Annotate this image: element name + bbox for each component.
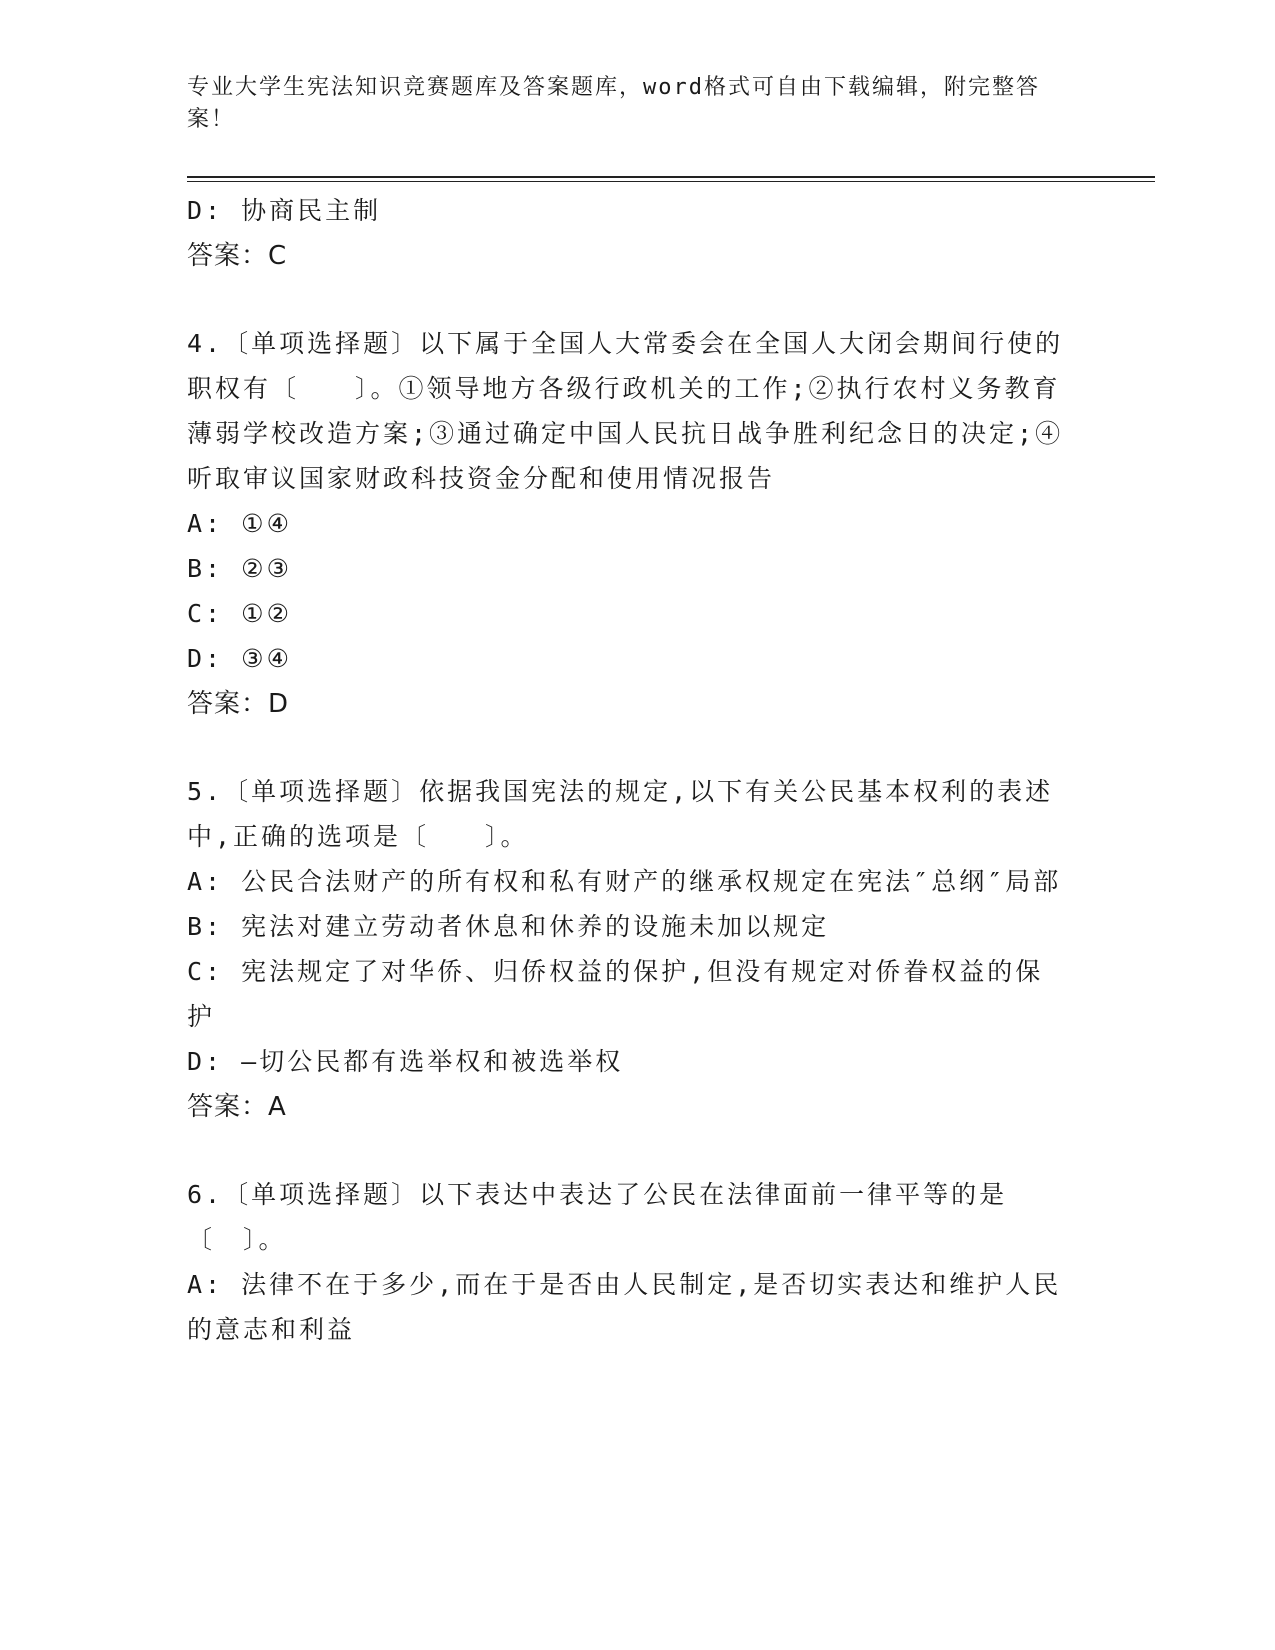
- question-stem: 4.〔单项选择题〕以下属于全国人大常委会在全国人大闭会期间行使的职权有〔 〕。①领导地方各级行政机关的工作;②执行农村义务教育薄弱学校改造方案;③通过确定中国人民抗日战争胜利纪念日的决定;④听取审议国家财政科技资金分配和使用情况报告: [187, 329, 1064, 493]
- spacer: [187, 1130, 1067, 1172]
- question-block-6: [187, 1172, 1067, 1352]
- option-d: D: —切公民都有选举权和被选举权: [187, 1047, 624, 1076]
- header-rule-thick: [187, 176, 1155, 178]
- option-c: C: ①②: [187, 599, 292, 628]
- option-b: B: ②③: [187, 554, 292, 583]
- document-header: 专业大学生宪法知识竞赛题库及答案题库，word格式可自由下载编辑，附完整答案！: [187, 75, 1040, 132]
- option-a: A: ①④: [187, 509, 292, 538]
- answer-line: 答案：C: [187, 241, 288, 271]
- option-b: B: 宪法对建立劳动者休息和休养的设施未加以规定: [187, 912, 830, 941]
- option-d: D: 协商民主制: [187, 196, 382, 225]
- question-stem: 6.〔单项选择题〕以下表达中表达了公民在法律面前一律平等的是〔 〕。: [187, 1180, 1008, 1254]
- question-stem: 5.〔单项选择题〕依据我国宪法的规定,以下有关公民基本权利的表述中,正确的选项是〔 〕。: [187, 777, 1054, 851]
- option-c: C: 宪法规定了对华侨、归侨权益的保护,但没有规定对侨眷权益的保护: [187, 957, 1044, 1031]
- spacer: [187, 727, 1067, 769]
- answer-line: 答案：D: [187, 689, 290, 719]
- spacer: [187, 279, 1067, 321]
- option-d: D: ③④: [187, 644, 292, 673]
- option-a: A: 公民合法财产的所有权和私有财产的继承权规定在宪法″总纲″局部: [187, 867, 1062, 896]
- document-body: [187, 188, 1067, 1352]
- question-block-5: [187, 769, 1067, 1130]
- question-block-4: [187, 321, 1067, 727]
- option-a: A: 法律不在于多少,而在于是否由人民制定,是否切实表达和维护人民的意志和利益: [187, 1270, 1062, 1344]
- header-rule-thin: [187, 181, 1155, 182]
- answer-line: 答案：A: [187, 1092, 287, 1122]
